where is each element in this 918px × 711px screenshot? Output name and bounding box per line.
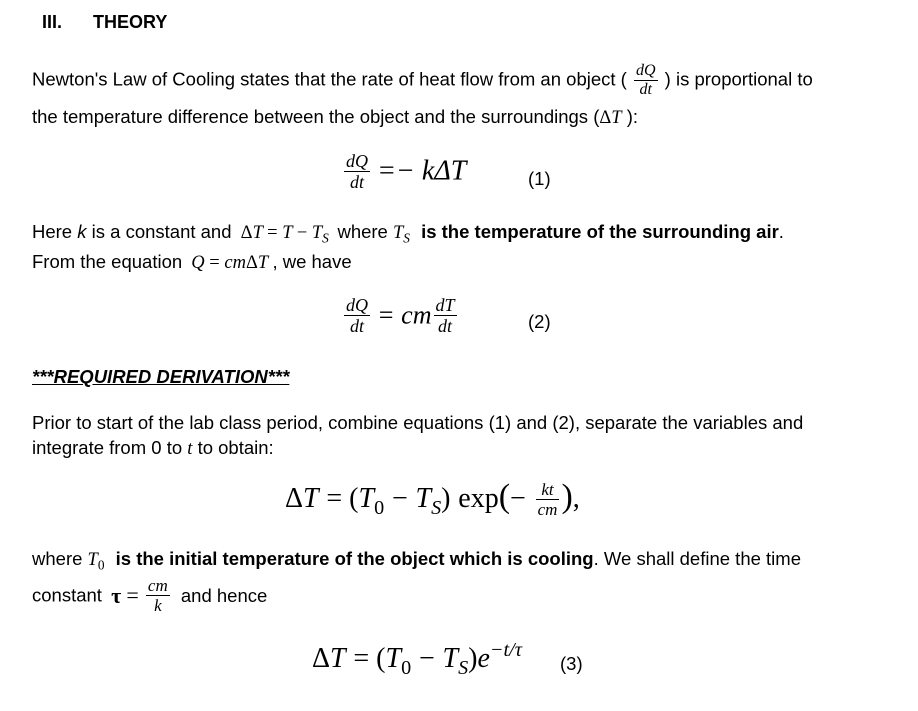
t-symbol: t <box>187 439 193 459</box>
para2-line-1: Here k is a constant and $\Delta T = T - T_S$ where $T_S$ is the temperature of the surrounding air. <box>32 221 784 246</box>
intro-text-c: the temperature difference between the object and the surroundings ( <box>32 106 600 127</box>
delta-t-definition: $\Delta T = T - T_S$ <box>240 223 329 246</box>
equation-1-label: (1) <box>528 168 551 189</box>
tau-symbol: τ <box>111 582 122 608</box>
eq1-fraction: $\frac{dQ}{dt}$ <box>346 151 368 192</box>
intro-text-b: ) is proportional to <box>664 68 813 90</box>
eq2-lhs-fraction: $\frac{dQ}{dt}$ <box>346 295 368 336</box>
surrounding-air-definition: is the temperature of the surrounding air <box>421 221 779 242</box>
eq2-mid: = cm <box>377 300 432 330</box>
delta-t-symbol: ΔT <box>599 108 622 128</box>
initial-temperature-definition: is the initial temperature of the object which is cooling <box>115 548 594 569</box>
fraction-numerator: dQ <box>635 62 656 79</box>
para2-line-2: From the equation Q = cmΔT , we have <box>32 251 352 273</box>
section-title: THEORY <box>93 12 168 32</box>
eq2-rhs-fraction: $\frac{dT}{dt}$ <box>435 295 455 336</box>
para4-line-2: constant τ = $\frac{cm}{k}$ and hence <box>32 576 268 615</box>
section-heading <box>42 12 167 33</box>
equation-3-label: (3) <box>560 653 583 674</box>
intro-text-a: Newton's Law of Cooling states that the rate of heat flow from an object ( <box>32 68 627 90</box>
fraction-denominator: dt <box>639 81 652 98</box>
eq1-rhs: =− kΔT <box>377 155 467 187</box>
ts-symbol: $T_S$ <box>392 223 410 246</box>
intro-line-1 <box>32 63 813 98</box>
equation-2-label: (2) <box>528 311 551 332</box>
cm-over-k-fraction: $\frac{cm}{k}$ <box>147 576 168 615</box>
para3-line-1: Prior to start of the lab class period, combine equations (1) and (2), separate the variables and <box>32 412 804 433</box>
q-cm-delta-t: Q = cmΔT <box>191 253 268 273</box>
equation-2 <box>342 296 459 335</box>
required-derivation-label: ***REQUIRED DERIVATION*** <box>32 366 290 387</box>
t0-symbol: $T_0$ <box>87 550 105 573</box>
equation-1 <box>342 152 466 191</box>
kt-over-cm-fraction: $\frac{kt}{cm}$ <box>537 480 558 520</box>
intro-text-d: ): <box>626 106 639 127</box>
exponent-neg-t-over-tau: −t/τ <box>489 638 522 661</box>
section-number: III. <box>42 12 63 32</box>
equation-3: $\Delta T = (T_0 - T_S)e^{-t/\tau}$ <box>312 638 522 680</box>
fraction-dq-dt <box>634 63 658 98</box>
derived-equation: $\Delta T = (T_0 - T_S)$ exp(− $\frac{kt}{cm}$ ), <box>285 478 580 520</box>
exp-function: exp <box>458 483 499 514</box>
k-symbol: k <box>77 221 87 242</box>
para3-line-2: integrate from 0 to t to obtain: <box>32 437 274 459</box>
para4-line-1: where $T_0$ is the initial temperature of the object which is cooling. We shall define the time <box>32 548 801 573</box>
intro-line-2 <box>32 106 638 129</box>
